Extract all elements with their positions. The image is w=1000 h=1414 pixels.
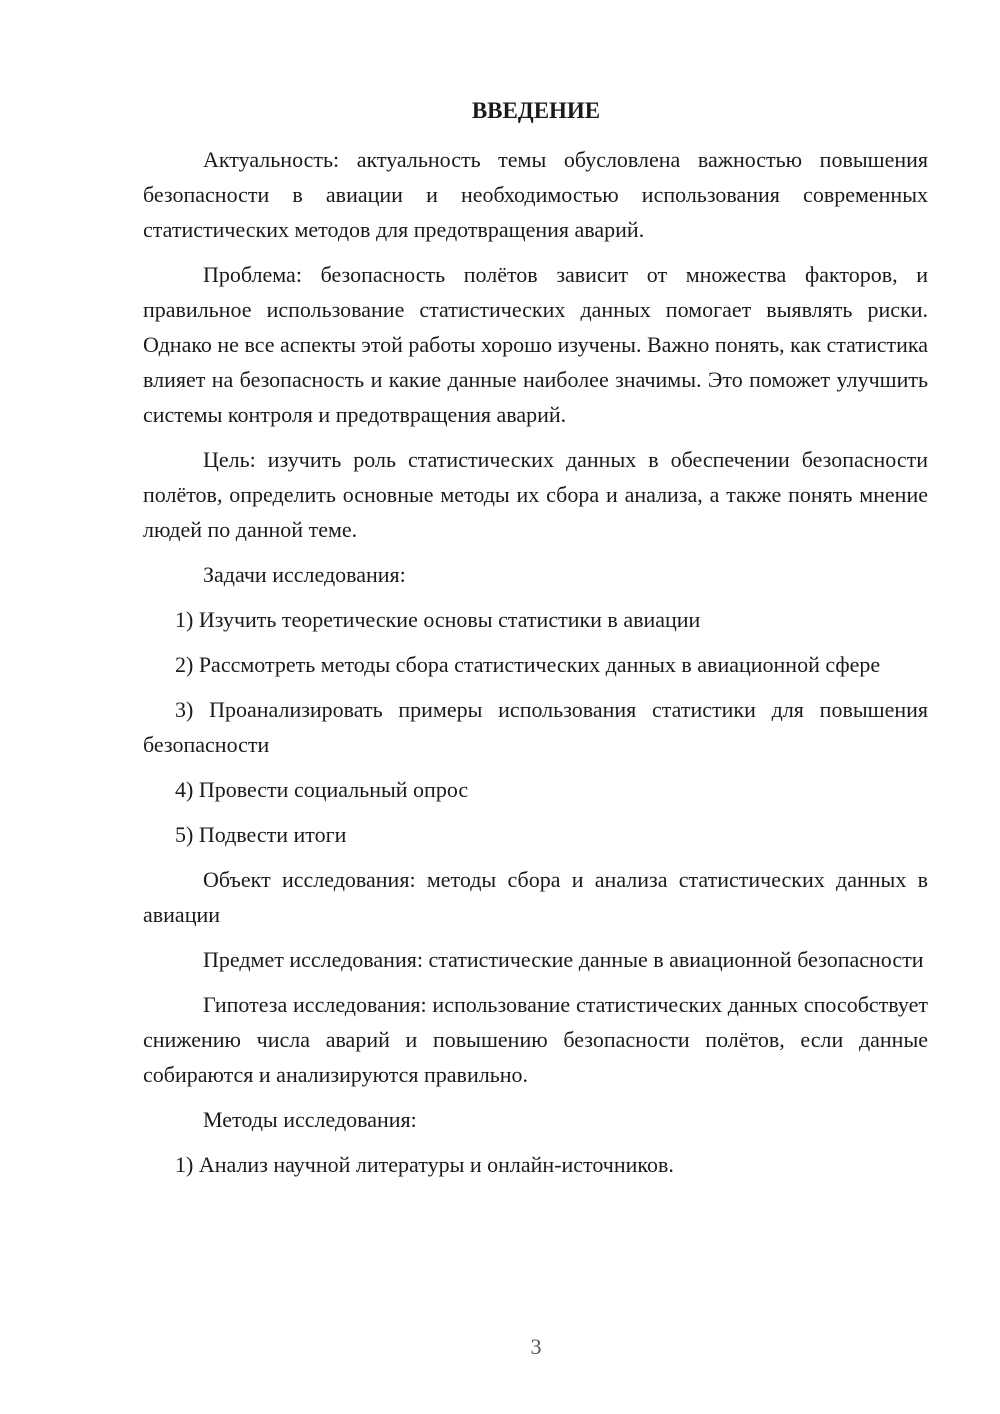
document-body (143, 142, 928, 1192)
paragraph-methods-title: Методы исследования: (203, 1107, 417, 1132)
paragraph-tasks-title: Задачи исследования: (203, 562, 406, 587)
paragraph-hypothesis: Гипотеза исследования: использование статистических данных способствует снижению числа аварий и повышению безопасности полётов, если данные собираются и анализируются правильно. (143, 992, 928, 1087)
paragraph-problem: Проблема: безопасность полётов зависит от множества факторов, и правильное использование статистических данных помогает выявлять риски. Однако не все аспекты этой работы хорошо изучены. Важно понять, как статистика влияет на безопасность и какие данные наиболее значимы. Это поможет улучшить системы контроля и предотвращения аварий. (143, 262, 928, 427)
list-item: 3) Проанализировать примеры использования статистики для повышения безопасности (143, 697, 928, 757)
paragraph-subject: Предмет исследования: статистические данные в авиационной безопасности (203, 947, 924, 972)
list-item: 1) Анализ научной литературы и онлайн-источников. (175, 1152, 674, 1177)
list-item: 5) Подвести итоги (175, 822, 347, 847)
paragraph-object: Объект исследования: методы сбора и анализа статистических данных в авиации (143, 867, 928, 927)
page-number: 3 (530, 1334, 542, 1359)
list-item: 2) Рассмотреть методы сбора статистических данных в авиационной сфере (175, 652, 881, 677)
list-item: 1) Изучить теоретические основы статистики в авиации (175, 607, 701, 632)
paragraph-relevance: Актуальность: актуальность темы обусловлена важностью повышения безопасности в авиации и необходимостью использования современных статистических методов для предотвращения аварий. (143, 147, 928, 242)
paragraph-goal: Цель: изучить роль статистических данных в обеспечении безопасности полётов, определить основные методы их сбора и анализа, а также понять мнение людей по данной теме. (143, 447, 928, 542)
section-heading: ВВЕДЕНИЕ (471, 98, 601, 123)
list-item: 4) Провести социальный опрос (175, 777, 469, 802)
